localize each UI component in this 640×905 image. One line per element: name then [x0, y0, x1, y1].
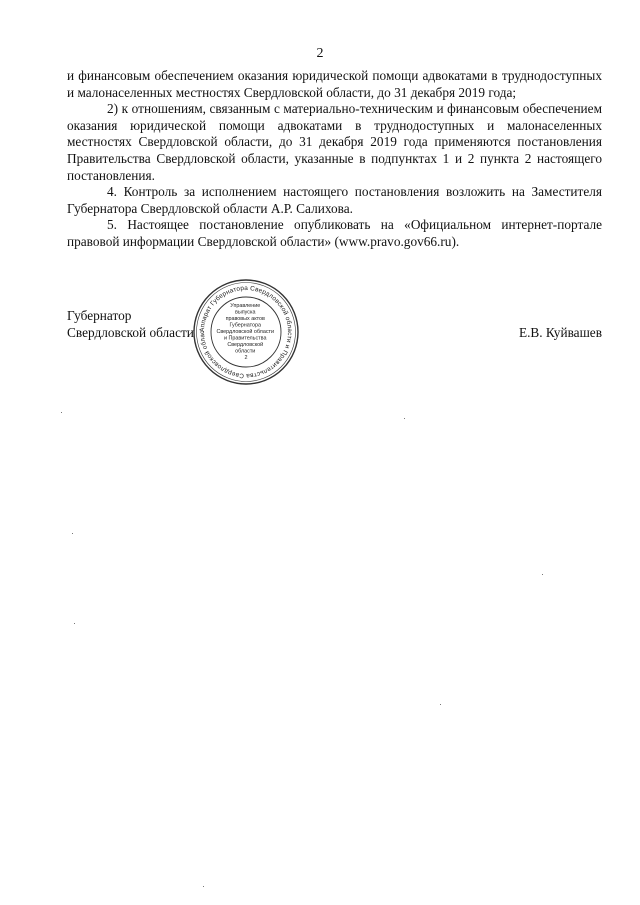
scan-speck [203, 886, 204, 887]
page-number: 2 [316, 46, 324, 61]
scan-speck [74, 623, 75, 624]
signature-title [67, 307, 194, 341]
paragraph-item-5: 5. Настоящее постановление опубликовать на «Официальном интернет-портале правовой информации Свердловской области» (www.pravo.gov66.ru). [67, 217, 602, 249]
scan-speck [542, 574, 543, 575]
paragraph-item-2: 2) к отношениям, связанным с материально-техническим и финансовым обеспечением оказания юридической помощи адвокатами в труднодоступных и малонаселенных местностях Свердловской области, до 31 декабря 2019 года применяются постановления Правительства Свердловской области, указанные в подпунктах 1 и 2 пункта 2 настоящего постановления. [67, 101, 602, 183]
scan-speck [404, 418, 405, 419]
signatory-name: Е.В. Куйвашев [518, 325, 602, 340]
scan-speck [61, 412, 62, 413]
seal-icon [192, 278, 300, 386]
signature-title-line1: Губернатор [67, 308, 132, 323]
seal-line: Свердловской области [216, 329, 275, 335]
seal-line: 2 [244, 355, 248, 361]
svg-text:Управление выпуска [216, 303, 275, 361]
signature-title-line2: Свердловской области [67, 325, 194, 340]
official-seal [192, 278, 300, 386]
seal-line: выпуска [235, 309, 256, 316]
scan-speck [72, 533, 73, 534]
seal-ring-text: Аппарат Губернатора Свердловской области и Правительства Свердловской облас [198, 284, 294, 380]
seal-line: области [235, 348, 256, 355]
scan-speck [440, 704, 441, 705]
seal-line: Свердловской [227, 342, 264, 348]
paragraph-item-4: 4. Контроль за исполнением настоящего постановления возложить на Заместителя Губернатора Свердловской области А.Р. Салихова. [67, 184, 602, 216]
seal-line: и Правительства [224, 335, 267, 342]
seal-line: правовых актов [225, 316, 265, 322]
seal-line: Управление [230, 303, 261, 309]
document-body [67, 68, 602, 251]
seal-line: Губернатора [229, 322, 262, 329]
paragraph-continuation: и финансовым обеспечением оказания юридической помощи адвокатами в труднодоступных и малонаселенных местностях Свердловской области, до 31 декабря 2019 года; [67, 68, 602, 100]
